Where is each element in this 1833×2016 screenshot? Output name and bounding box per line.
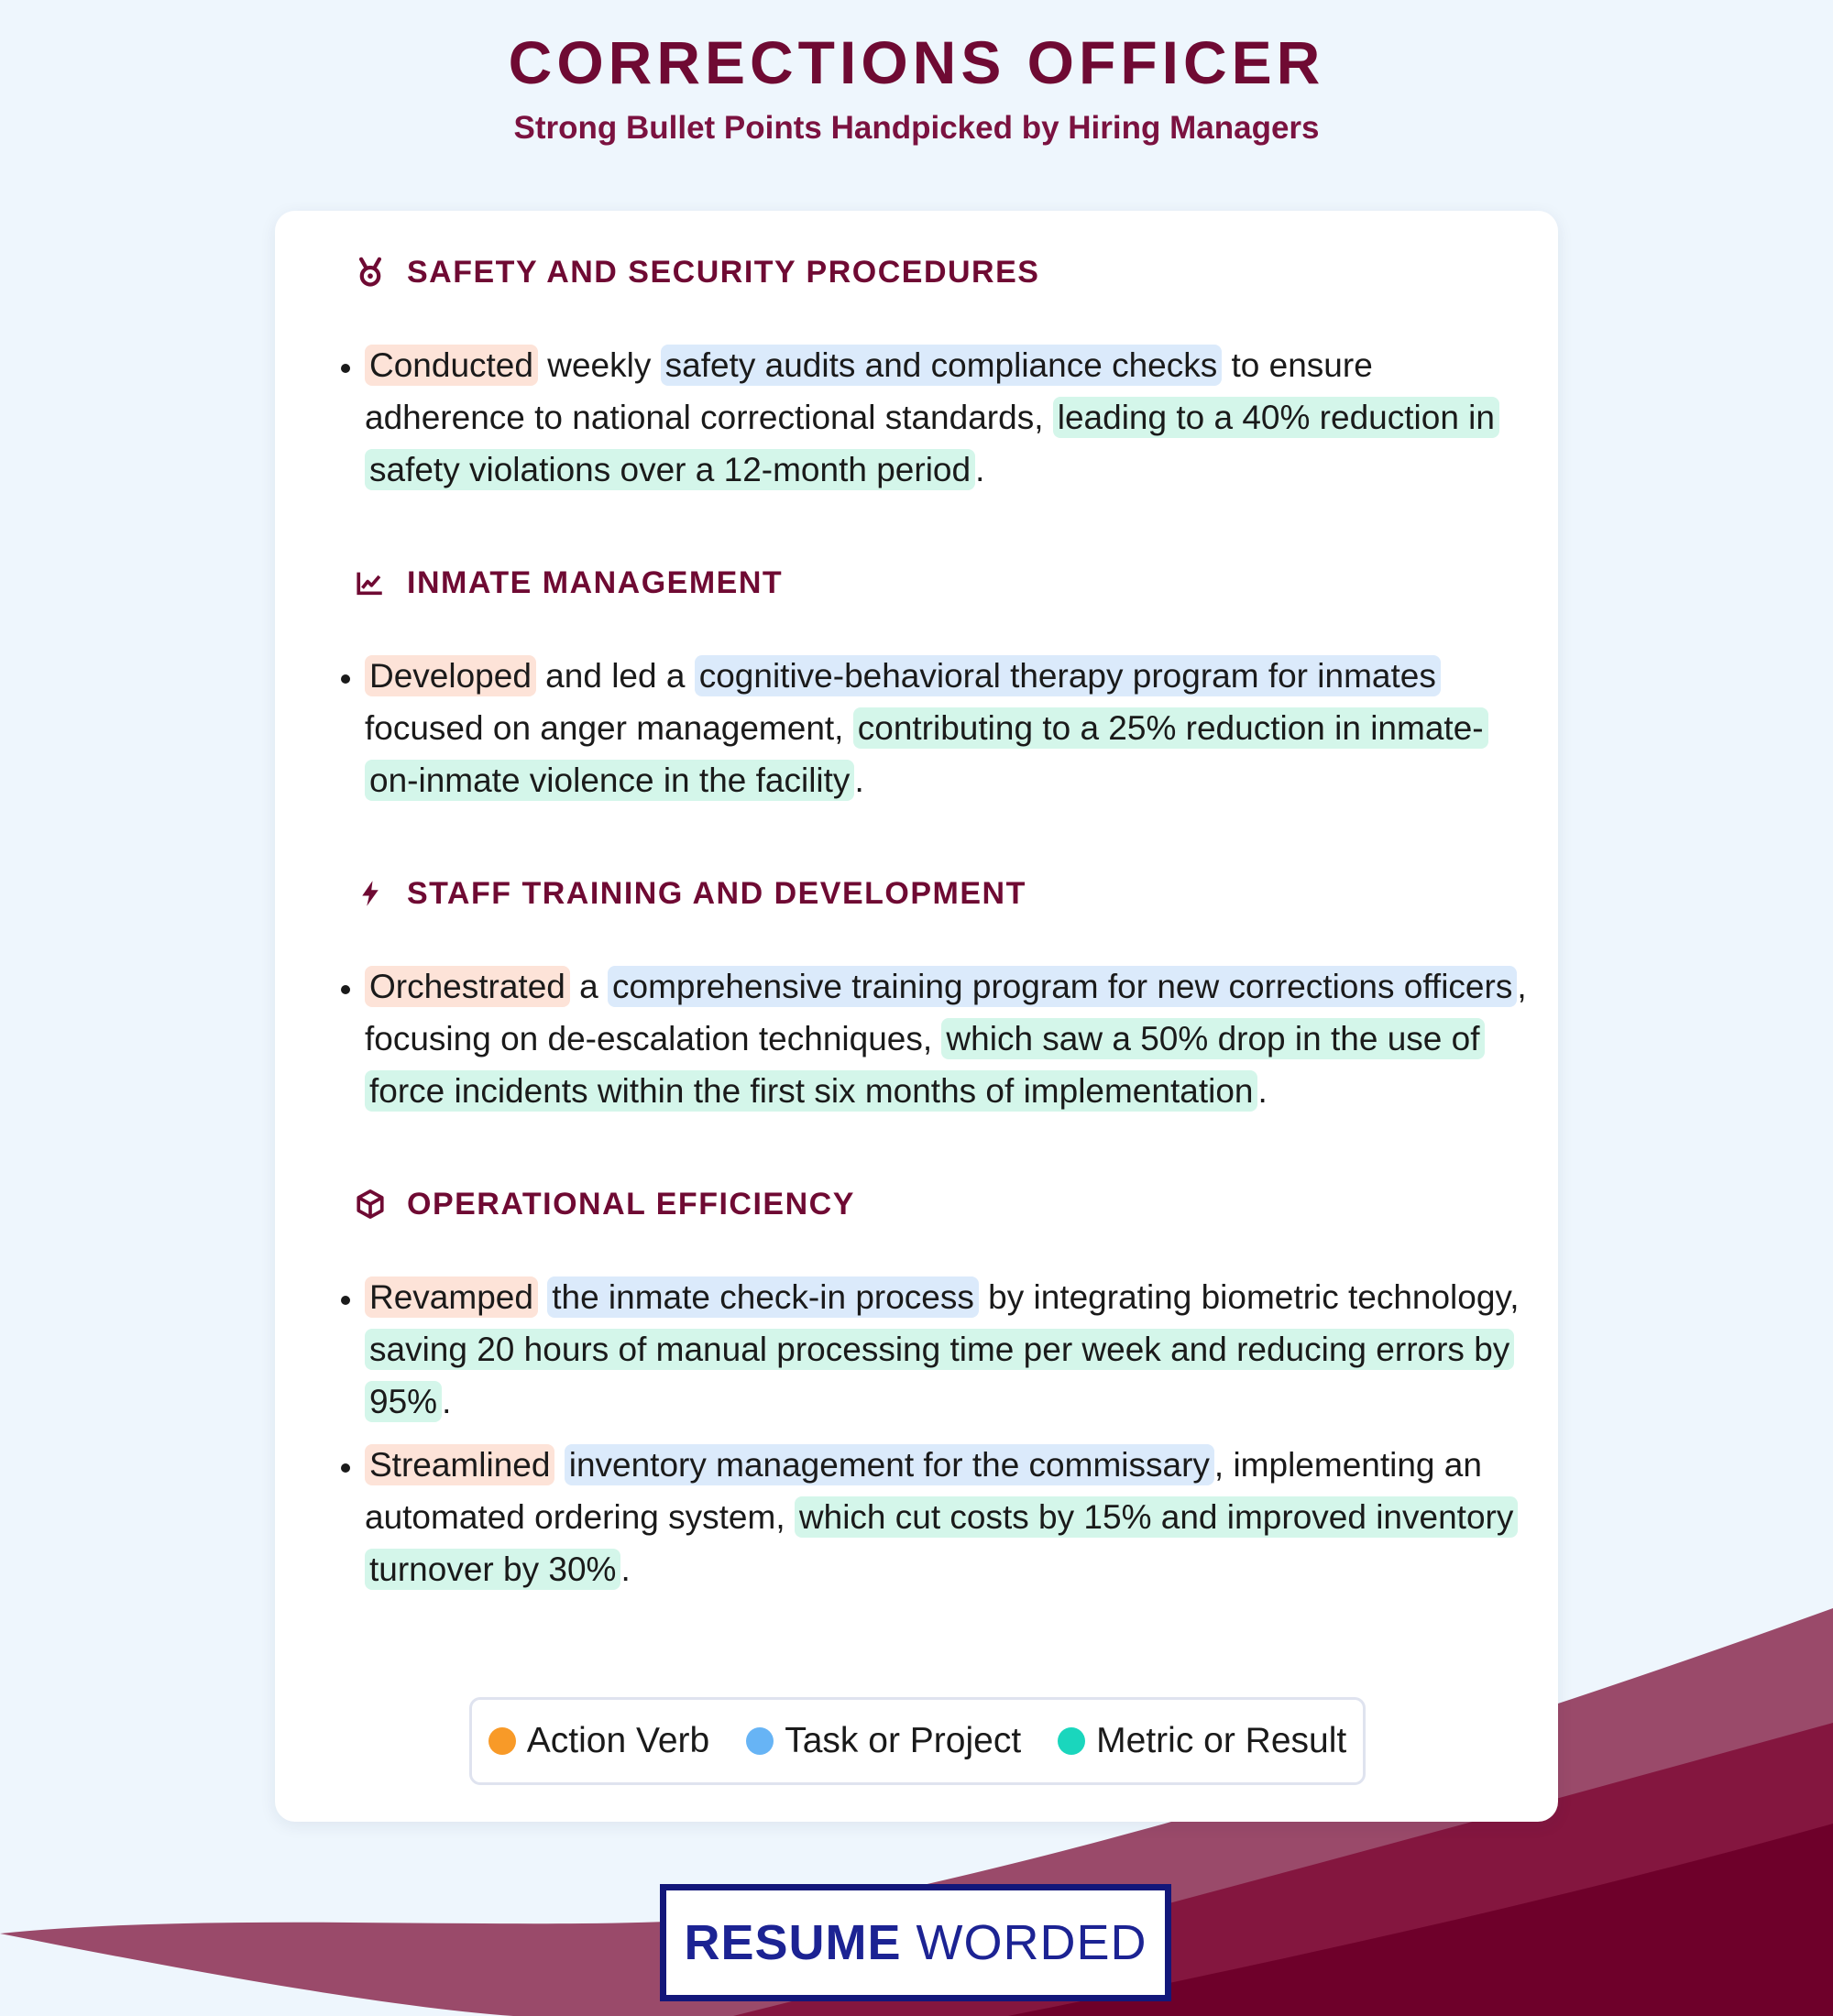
action-verb-highlight: Streamlined: [365, 1444, 554, 1485]
page-subtitle: Strong Bullet Points Handpicked by Hiring Managers: [513, 110, 1320, 146]
action-verb-highlight: Conducted: [365, 345, 538, 386]
page-title: CORRECTIONS OFFICER: [508, 28, 1325, 96]
sections-container: [302, 249, 1527, 1595]
bullet-text: , focusing on de-escalation techniques,: [365, 968, 1527, 1057]
bullet-text: focused on anger management,: [365, 709, 853, 747]
bullet-text: .: [442, 1383, 452, 1420]
legend-dot-teal: [1058, 1727, 1085, 1755]
task-highlight: inventory management for the commissary: [565, 1444, 1214, 1485]
legend-dot-orange: [488, 1727, 516, 1755]
metric-highlight: leading to a 40% reduction in safety violations over a 12-month period: [365, 397, 1499, 490]
bullet-item: [365, 650, 1527, 806]
section-heading: [354, 560, 1527, 606]
section-heading: [354, 1181, 1527, 1227]
legend: [469, 1697, 1366, 1785]
bullet-text: , implementing an automated ordering system,: [365, 1446, 1482, 1536]
bullet-text: .: [1257, 1072, 1268, 1110]
metric-highlight: contributing to a 25% reduction in inmate-on-inmate violence in the facility: [365, 707, 1488, 801]
cube-icon: [354, 1188, 387, 1221]
legend-item-task: [746, 1721, 1021, 1761]
bullet-list: [302, 1271, 1527, 1595]
section-3: [302, 1181, 1527, 1595]
task-highlight: the inmate check-in process: [547, 1276, 979, 1318]
section-title: SAFETY AND SECURITY PROCEDURES: [407, 254, 1040, 290]
section-heading: [354, 249, 1527, 295]
legend-label: Action Verb: [526, 1721, 710, 1760]
bullet-points-card: [275, 211, 1558, 1822]
bullet-item: [365, 1271, 1527, 1428]
bullet-text: weekly: [537, 346, 661, 384]
action-verb-highlight: Revamped: [365, 1276, 538, 1318]
section-1: [302, 560, 1527, 806]
task-highlight: cognitive-behavioral therapy program for inmates: [695, 655, 1441, 696]
bullet-list: [302, 339, 1527, 496]
action-verb-highlight: Developed: [365, 655, 536, 696]
legend-dot-blue: [746, 1727, 774, 1755]
lightning-icon: [354, 877, 387, 910]
bullet-text: .: [975, 451, 985, 488]
section-2: [302, 871, 1527, 1117]
legend-item-metric: [1058, 1721, 1346, 1761]
resume-worded-logo: [660, 1884, 1171, 2001]
bullet-text: .: [620, 1550, 631, 1588]
bullet-item: [365, 1439, 1527, 1595]
bullet-text: and led a: [535, 657, 695, 695]
legend-label: Metric or Result: [1096, 1721, 1347, 1760]
bullet-text: a: [569, 968, 609, 1005]
task-highlight: comprehensive training program for new corrections officers: [608, 966, 1517, 1007]
metric-highlight: which saw a 50% drop in the use of force incidents within the first six months of implementation: [365, 1018, 1485, 1112]
section-title: INMATE MANAGEMENT: [407, 564, 784, 600]
section-title: STAFF TRAINING AND DEVELOPMENT: [407, 875, 1026, 911]
medal-icon: [354, 256, 387, 289]
legend-label: Task or Project: [785, 1721, 1022, 1760]
metric-highlight: saving 20 hours of manual processing time per week and reducing errors by 95%: [365, 1329, 1514, 1422]
legend-item-action-verb: [488, 1721, 709, 1761]
bullet-text: [538, 1278, 547, 1316]
section-title: OPERATIONAL EFFICIENCY: [407, 1186, 855, 1222]
logo-light-text: WORDED: [916, 1915, 1147, 1970]
logo-strong-text: RESUME: [684, 1915, 902, 1970]
metric-highlight: which cut costs by 15% and improved inventory turnover by 30%: [365, 1496, 1518, 1590]
bullet-text: .: [854, 761, 864, 799]
bullet-text: to ensure adherence to national correctional standards,: [365, 346, 1373, 436]
bullet-item: [365, 339, 1527, 496]
bullet-text: [554, 1446, 564, 1484]
action-verb-highlight: Orchestrated: [365, 966, 570, 1007]
section-0: [302, 249, 1527, 496]
bullet-text: by integrating biometric technology,: [978, 1278, 1520, 1316]
task-highlight: safety audits and compliance checks: [661, 345, 1223, 386]
section-heading: [354, 871, 1527, 916]
trend-chart-icon: [354, 566, 387, 599]
bullet-item: [365, 960, 1527, 1117]
bullet-list: [302, 960, 1527, 1117]
bullet-list: [302, 650, 1527, 806]
page-header: [0, 27, 1833, 147]
